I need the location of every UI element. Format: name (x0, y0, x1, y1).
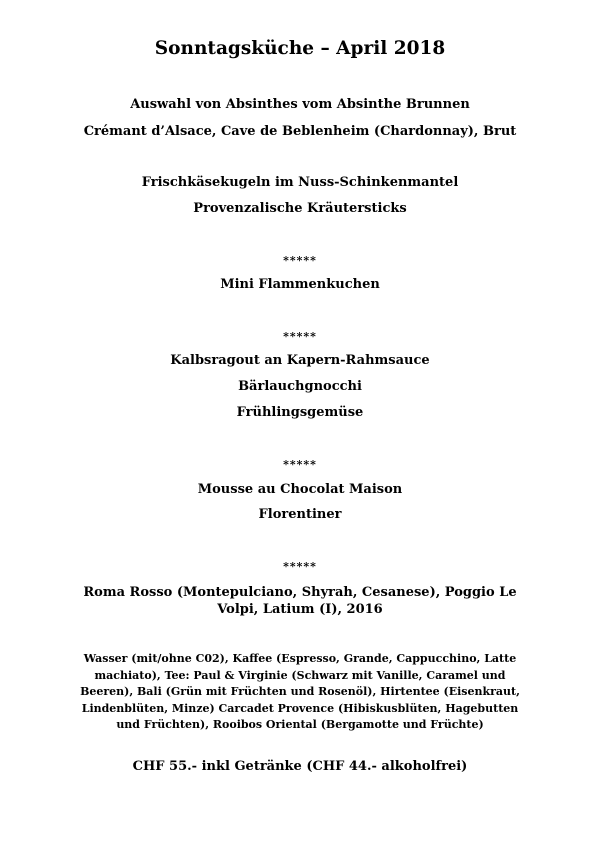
main-course-item-3: Frühlingsgemüse (236, 405, 364, 420)
wine-line-1: Roma Rosso (Montepulciano, Shyrah, Cesanese), Poggio Le (83, 585, 517, 600)
main-course-item-2: Bärlauchgnocchi (238, 379, 362, 394)
main-course-item-1: Kalbsragout an Kapern-Rahmsauce (170, 353, 430, 368)
price-line: CHF 55.- inkl Getränke (CHF 44.- alkoholfrei) (132, 759, 468, 774)
wine-line-2: Volpi, Latium (I), 2016 (217, 602, 383, 617)
drinks-line-5: und Früchten), Rooibos Oriental (Bergamotte und Früchte) (116, 718, 484, 731)
starter-item-2: Provenzalische Kräutersticks (193, 201, 407, 216)
aperitif-absinthe: Auswahl von Absinthes vom Absinthe Brunnen (130, 97, 470, 112)
drinks-line-2: machiato), Tee: Paul & Virginie (Schwarz mit Vanille, Caramel und (94, 668, 506, 682)
course-separator-4: ***** (283, 560, 317, 573)
course-separator-2: ***** (283, 330, 317, 343)
drinks-line-1: Wasser (mit/ohne C02), Kaffee (Espresso, Grande, Cappucchino, Latte (83, 652, 517, 665)
drinks-list (80, 651, 520, 734)
course-separator-3: ***** (283, 458, 317, 471)
menu-title: Sonntagsküche – April 2018 (154, 38, 446, 59)
aperitif-cremant: Crémant d’Alsace, Cave de Beblenheim (Chardonnay), Brut (83, 124, 517, 139)
drinks-line-3: Beeren), Bali (Grün mit Früchten und Rosenöl), Hirtentee (Eisenkraut, (80, 685, 520, 698)
starter-item-1: Frischkäsekugeln im Nuss-Schinkenmantel (141, 175, 459, 190)
dessert-item-2: Florentiner (258, 507, 342, 522)
dessert-item-1: Mousse au Chocolat Maison (197, 482, 403, 497)
course-separator-1: ***** (283, 254, 317, 267)
course2-item-1: Mini Flammenkuchen (220, 277, 380, 292)
drinks-line-4: Lindenblüten, Minze) Carcadet Provence (Hibiskusblüten, Hagebutten (81, 701, 519, 715)
